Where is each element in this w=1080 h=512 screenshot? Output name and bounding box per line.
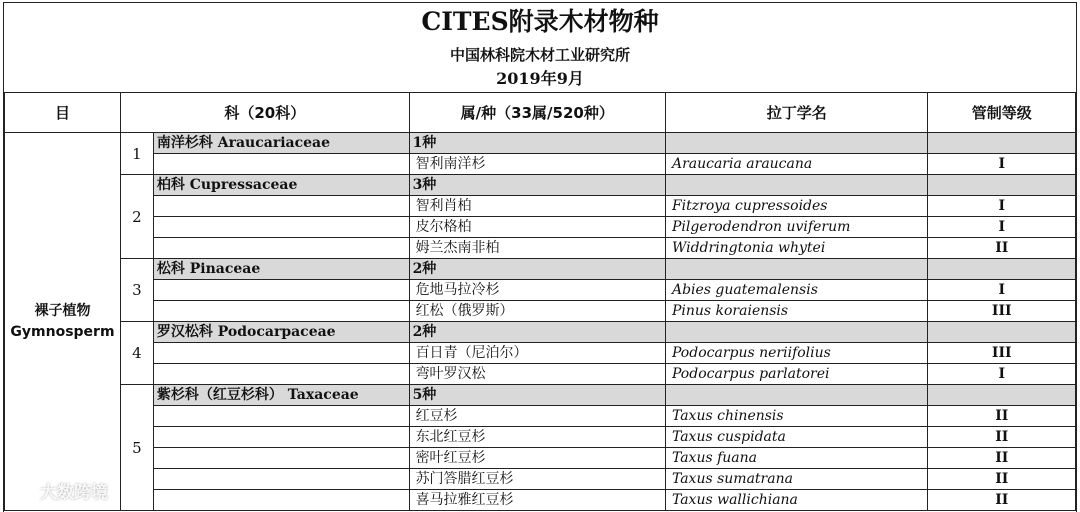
species-latin: Podocarpus neriifolius bbox=[665, 343, 928, 364]
appendix-level-value: I bbox=[998, 282, 1006, 298]
family-blank bbox=[153, 364, 409, 385]
order-cn: 裸子植物 bbox=[34, 302, 91, 319]
species-row bbox=[5, 448, 1076, 469]
appendix-level-value: I bbox=[998, 156, 1006, 172]
family-number: 3 bbox=[120, 259, 153, 322]
appendix-level-value: II bbox=[995, 240, 1009, 256]
level-blank bbox=[928, 385, 1076, 406]
latin-blank bbox=[665, 133, 928, 154]
family-blank bbox=[153, 469, 409, 490]
watermark bbox=[10, 478, 108, 503]
appendix-level bbox=[928, 217, 1076, 238]
family-blank bbox=[153, 427, 409, 448]
family-blank bbox=[153, 490, 409, 511]
header-genus: 属/种（33属/520种） bbox=[409, 93, 665, 133]
family-blank bbox=[153, 154, 409, 175]
species-cn: 危地马拉冷杉 bbox=[409, 280, 665, 301]
family-row bbox=[5, 385, 1076, 406]
family-number: 5 bbox=[120, 385, 153, 511]
family-row bbox=[5, 322, 1076, 343]
species-row bbox=[5, 238, 1076, 259]
species-row bbox=[5, 196, 1076, 217]
family-name: 南洋杉科 Araucariaceae bbox=[153, 133, 409, 154]
species-cn: 东北红豆杉 bbox=[409, 427, 665, 448]
species-cn: 红豆杉 bbox=[409, 406, 665, 427]
level-blank bbox=[928, 259, 1076, 280]
appendix-level bbox=[928, 469, 1076, 490]
species-row bbox=[5, 301, 1076, 322]
latin-blank bbox=[665, 385, 928, 406]
species-latin: Widdringtonia whytei bbox=[665, 238, 928, 259]
species-latin: Taxus fuana bbox=[665, 448, 928, 469]
species-row bbox=[5, 490, 1076, 511]
species-row bbox=[5, 469, 1076, 490]
appendix-level-value: II bbox=[995, 492, 1009, 508]
family-name: 紫杉科（红豆杉科） Taxaceae bbox=[153, 385, 409, 406]
species-latin: Taxus cuspidata bbox=[665, 427, 928, 448]
family-blank bbox=[153, 217, 409, 238]
latin-blank bbox=[665, 259, 928, 280]
watermark-text: 大数跨境 bbox=[40, 483, 108, 503]
species-latin: Taxus sumatrana bbox=[665, 469, 928, 490]
species-latin: Taxus chinensis bbox=[665, 406, 928, 427]
species-latin: Pilgerodendron uviferum bbox=[665, 217, 928, 238]
appendix-level bbox=[928, 490, 1076, 511]
appendix-level bbox=[928, 448, 1076, 469]
species-cn: 智利南洋杉 bbox=[409, 154, 665, 175]
appendix-level-value: II bbox=[995, 429, 1009, 445]
family-number: 2 bbox=[120, 175, 153, 259]
appendix-level bbox=[928, 280, 1076, 301]
species-row bbox=[5, 154, 1076, 175]
page-subtitle: 中国林科院木材工业研究所 bbox=[449, 46, 630, 64]
species-latin: Abies guatemalensis bbox=[665, 280, 928, 301]
appendix-level-value: II bbox=[995, 450, 1009, 466]
header-family: 科（20科） bbox=[120, 93, 409, 133]
family-blank bbox=[153, 343, 409, 364]
species-cn: 弯叶罗汉松 bbox=[409, 364, 665, 385]
family-name: 罗汉松科 Podocarpaceae bbox=[153, 322, 409, 343]
species-row bbox=[5, 280, 1076, 301]
species-cn: 红松（俄罗斯） bbox=[409, 301, 665, 322]
family-blank bbox=[153, 238, 409, 259]
species-row bbox=[5, 364, 1076, 385]
species-count: 3种 bbox=[409, 175, 665, 196]
appendix-level-value: I bbox=[998, 198, 1006, 214]
species-cn: 密叶红豆杉 bbox=[409, 448, 665, 469]
species-row bbox=[5, 406, 1076, 427]
species-cn: 喜马拉雅红豆杉 bbox=[409, 490, 665, 511]
family-row bbox=[5, 259, 1076, 280]
species-row bbox=[5, 427, 1076, 448]
family-blank bbox=[153, 280, 409, 301]
appendix-level-value: II bbox=[995, 408, 1009, 424]
order-cell bbox=[5, 133, 121, 511]
level-blank bbox=[928, 175, 1076, 196]
species-cn: 苏门答腊红豆杉 bbox=[409, 469, 665, 490]
appendix-level bbox=[928, 238, 1076, 259]
species-count: 2种 bbox=[409, 322, 665, 343]
latin-blank bbox=[665, 322, 928, 343]
watermark-logo-icon bbox=[10, 481, 36, 501]
family-blank bbox=[153, 448, 409, 469]
species-cn: 智利肖柏 bbox=[409, 196, 665, 217]
family-name: 柏科 Cupressaceae bbox=[153, 175, 409, 196]
family-blank bbox=[153, 406, 409, 427]
page-title: CITES附录木材物种 bbox=[421, 7, 659, 36]
appendix-level-value: I bbox=[998, 366, 1006, 382]
appendix-level bbox=[928, 427, 1076, 448]
species-latin: Pinus koraiensis bbox=[665, 301, 928, 322]
appendix-level-value: I bbox=[998, 219, 1006, 235]
species-row bbox=[5, 343, 1076, 364]
order-en: Gymnosperm bbox=[10, 323, 115, 340]
header-level: 管制等级 bbox=[928, 93, 1076, 133]
appendix-level bbox=[928, 406, 1076, 427]
level-blank bbox=[928, 322, 1076, 343]
family-blank bbox=[153, 196, 409, 217]
family-number: 4 bbox=[120, 322, 153, 385]
appendix-level-value: III bbox=[991, 303, 1012, 319]
level-blank bbox=[928, 133, 1076, 154]
species-latin: Podocarpus parlatorei bbox=[665, 364, 928, 385]
latin-blank bbox=[665, 175, 928, 196]
species-latin: Fitzroya cupressoides bbox=[665, 196, 928, 217]
page-date: 2019年9月 bbox=[496, 69, 584, 88]
species-cn: 皮尔格柏 bbox=[409, 217, 665, 238]
species-cn: 百日青（尼泊尔） bbox=[409, 343, 665, 364]
species-latin: Taxus wallichiana bbox=[665, 490, 928, 511]
table-header-row bbox=[5, 93, 1076, 133]
species-row bbox=[5, 217, 1076, 238]
table-body bbox=[5, 133, 1076, 511]
family-blank bbox=[153, 301, 409, 322]
species-cn: 姆兰杰南非柏 bbox=[409, 238, 665, 259]
family-row bbox=[5, 133, 1076, 154]
family-row bbox=[5, 175, 1076, 196]
appendix-level bbox=[928, 301, 1076, 322]
appendix-level bbox=[928, 154, 1076, 175]
species-table bbox=[4, 92, 1076, 511]
appendix-level-value: II bbox=[995, 471, 1009, 487]
species-count: 5种 bbox=[409, 385, 665, 406]
species-count: 1种 bbox=[409, 133, 665, 154]
species-latin: Araucaria araucana bbox=[665, 154, 928, 175]
family-number: 1 bbox=[120, 133, 153, 175]
cites-table-sheet bbox=[3, 2, 1077, 512]
appendix-level bbox=[928, 364, 1076, 385]
header-latin: 拉丁学名 bbox=[665, 93, 928, 133]
header-order: 目 bbox=[5, 93, 121, 133]
species-count: 2种 bbox=[409, 259, 665, 280]
family-name: 松科 Pinaceae bbox=[153, 259, 409, 280]
appendix-level bbox=[928, 196, 1076, 217]
appendix-level bbox=[928, 343, 1076, 364]
appendix-level-value: III bbox=[991, 345, 1012, 361]
